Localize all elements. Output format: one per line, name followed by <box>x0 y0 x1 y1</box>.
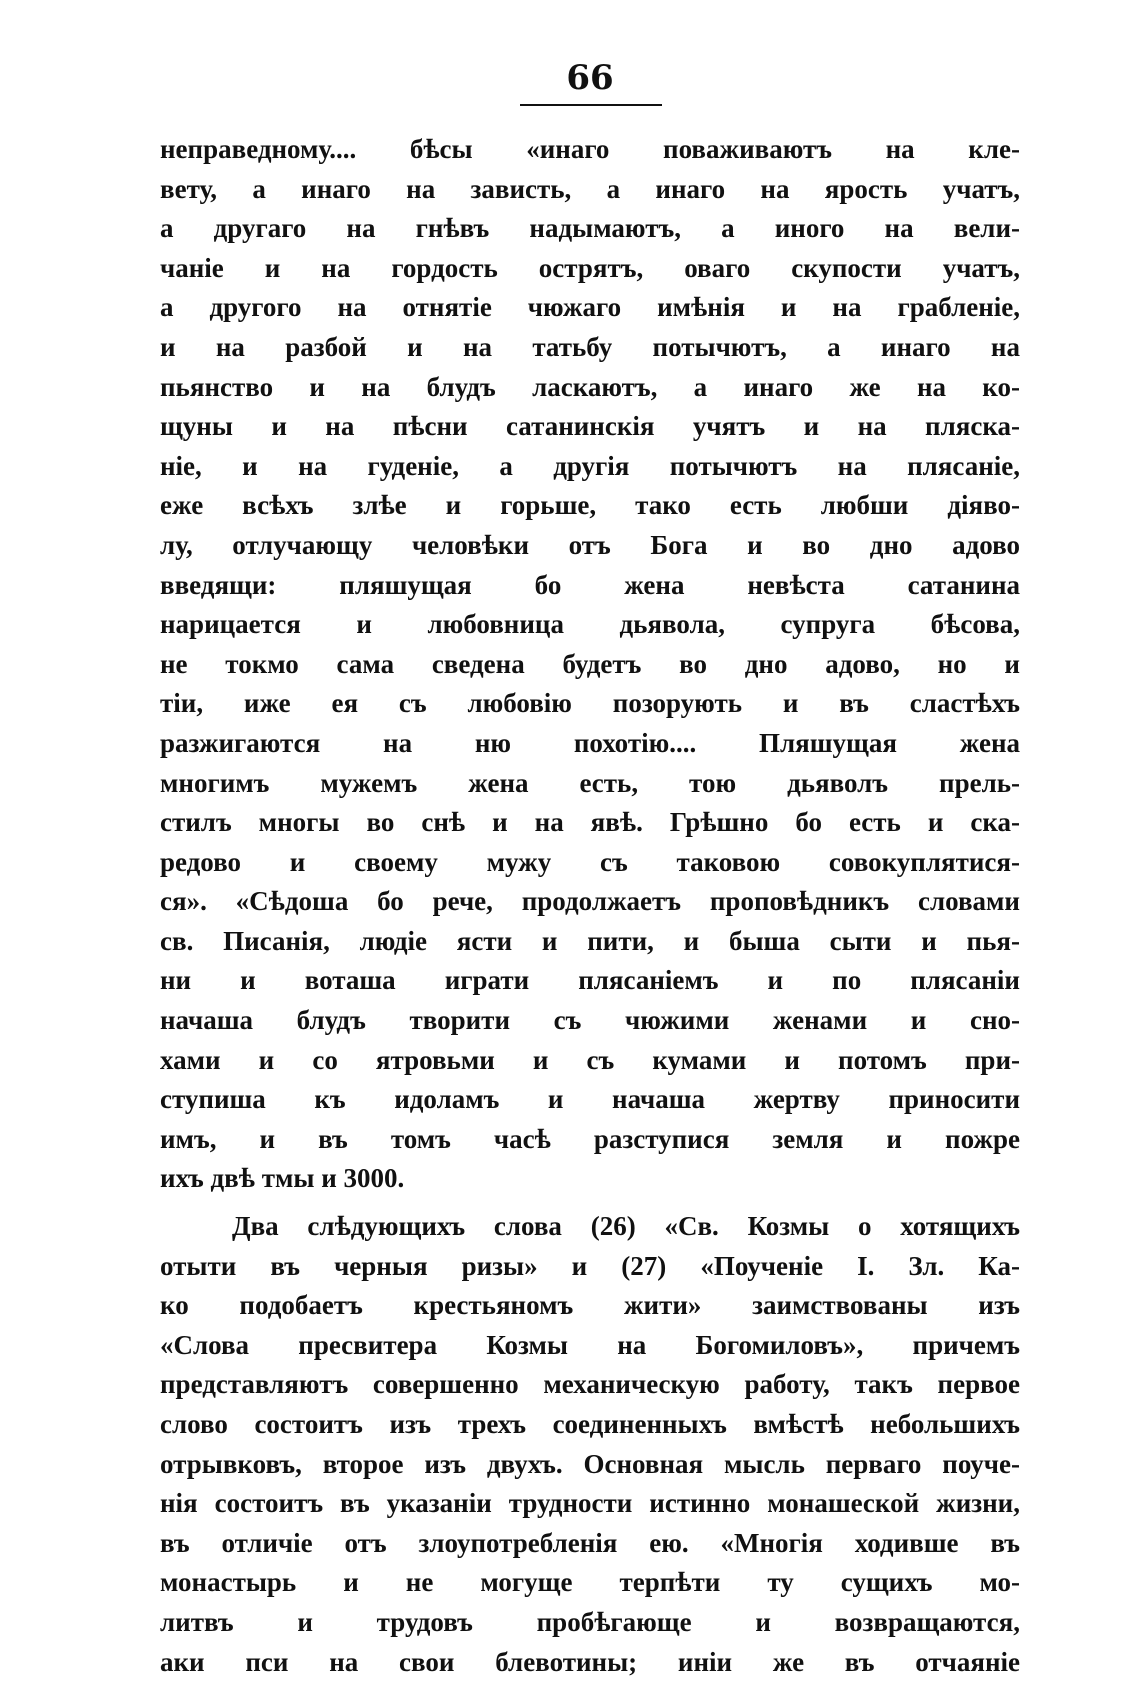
text-line: св. Писанія, людіе ясти и пити, и быша сыти и пья- <box>160 925 1020 956</box>
text-line: отрывковъ, второе изъ двухъ. Основная мысль перваго поуче- <box>160 1448 1020 1479</box>
text-line: вету, а инаго на зависть, а инаго на ярость учатъ, <box>160 173 1020 204</box>
text-line: введящи: пляшущая бо жена невѣста сатанина <box>160 569 1020 600</box>
page-number: 66 <box>566 58 614 98</box>
text-line: ихъ двѣ тмы и 3000. <box>160 1163 405 1194</box>
text-line: слово состоитъ изъ трехъ соединенныхъ вмѣстѣ небольшихъ <box>160 1409 1020 1439</box>
text-line: начаша блудъ творити съ чюжими женами и сно- <box>160 1005 1020 1036</box>
paragraph-2 <box>160 1207 1020 1682</box>
text-line: ступиша къ идоламъ и начаша жертву приносити <box>160 1084 1020 1115</box>
text-line: не токмо сама сведена будетъ во дно адово, но и <box>160 648 1020 679</box>
text-line: пьянство и на блудъ ласкаютъ, а инаго же на ко- <box>160 371 1020 402</box>
text-line: ко подобаетъ крестьяномъ жити» заимствованы изъ <box>160 1290 1020 1321</box>
text-line: Два слѣдующихъ слова (26) «Св. Козмы о хотящихъ <box>232 1211 1020 1242</box>
text-line: стилъ многы во снѣ и на явѣ. Грѣшно бо есть и ска- <box>160 807 1020 838</box>
paragraph-gap <box>160 1199 1020 1207</box>
text-line: а другаго на гнѣвъ надымаютъ, а иного на вели- <box>160 213 1020 244</box>
page-number-rule <box>520 104 662 106</box>
text-line: тіи, иже ея съ любовію позорують и въ сластѣхъ <box>160 688 1020 719</box>
text-line: и на разбой и на татьбу потычютъ, а инаго на <box>160 331 1020 362</box>
text-line: нарицается и любовница дьявола, супруга бѣсова, <box>160 609 1020 640</box>
text-line: разжигаются на ню похотію.... Пляшущая жена <box>160 727 1020 758</box>
text-line: въ отличіе отъ злоупотребленія ею. «Многія ходивше въ <box>160 1527 1020 1558</box>
text-line: редово и своему мужу съ таковою совокуплятися- <box>160 846 1020 877</box>
text-line: многимъ мужемъ жена есть, тою дьяволъ прель- <box>160 767 1020 798</box>
text-line: а другого на отнятіе чюжаго имѣнія и на грабленіе, <box>160 292 1020 323</box>
text-line: «Слова пресвитера Козмы на Богомиловъ», причемъ <box>160 1329 1020 1360</box>
text-line: аки пси на свои блевотины; иніи же въ отчаяніе <box>160 1646 1020 1677</box>
text-line: ся». «Сѣдоша бо рече, продолжаетъ проповѣдникъ словами <box>160 886 1020 917</box>
text-line: неправедному.... бѣсы «инаго поваживаютъ на кле- <box>160 134 1020 164</box>
text-line: литвъ и трудовъ пробѣгающе и возвращаются, <box>160 1606 1020 1637</box>
text-line: имъ, и въ томъ часѣ разступися земля и пожре <box>160 1123 1020 1154</box>
text-line: чаніе и на гордость острятъ, оваго скупости учатъ, <box>160 252 1020 283</box>
text-line: щуны и на пѣсни сатанинскія учятъ и на пляска- <box>160 411 1020 442</box>
text-line: еже всѣхъ злѣе и горьше, тако есть любши діяво- <box>160 490 1020 521</box>
text-line: лу, отлучающу человѣки отъ Бога и во дно адово <box>160 529 1020 560</box>
body-text <box>160 130 1020 1682</box>
paragraph-1 <box>160 130 1020 1199</box>
text-line: ни и воташа играти плясаніемъ и по плясаніи <box>160 965 1020 996</box>
text-line: хами и со ятровьми и съ кумами и потомъ при- <box>160 1044 1020 1075</box>
text-line: нія состоитъ въ указаніи трудности истинно монашеской жизни, <box>160 1488 1020 1519</box>
text-line: отыти въ черныя ризы» и (27) «Поученіе І. Зл. Ка- <box>160 1250 1020 1281</box>
text-line: монастырь и не могуще терпѣти ту сущихъ мо- <box>160 1567 1020 1598</box>
text-line: ніе, и на гуденіе, а другія потычютъ на плясаніе, <box>160 450 1020 481</box>
text-line: представляютъ совершенно механическую работу, такъ первое <box>160 1369 1020 1400</box>
